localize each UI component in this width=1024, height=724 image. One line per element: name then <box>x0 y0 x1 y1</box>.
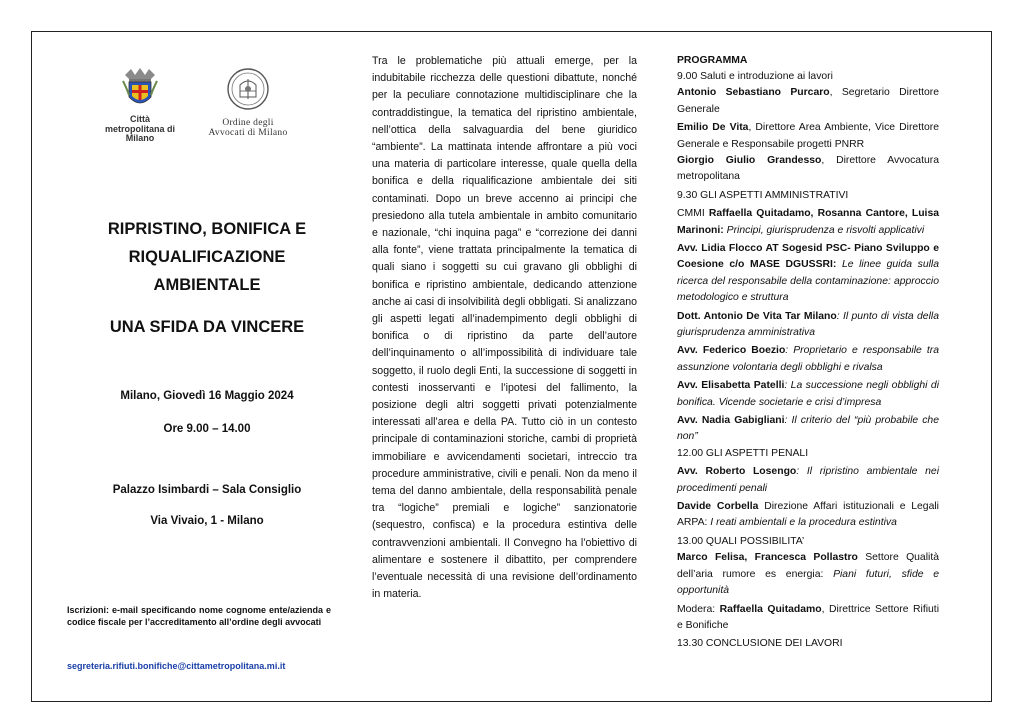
program-talk: Avv. Federico Boezio: Proprietario e responsabile tra assunzione volontaria degli obblighi e rivalsa <box>677 345 939 373</box>
program-speaker: Giorgio Giulio Grandesso, Direttore Avvocatura metropolitana <box>677 154 939 182</box>
registration-email-link[interactable]: segreteria.rifiuti.bonifiche@cittametropolitana.mi.it <box>67 661 286 671</box>
program <box>677 53 939 653</box>
title-line-1: RIPRISTINO, BONIFICA E <box>107 220 307 238</box>
program-moderator: Modera: Raffaella Quitadamo, Direttrice Settore Rifiuti e Bonifiche <box>677 603 939 631</box>
program-talk: Avv. Nadia Gabigliani: Il criterio del “più probabile che non” <box>677 415 939 443</box>
program-speaker: Antonio Sebastiano Purcaro, Segretario Direttore Generale <box>677 87 939 115</box>
ordine-avvocati-seal-icon <box>226 67 270 111</box>
citta-metropolitana-logo <box>105 67 175 157</box>
program-talk: Davide Corbella Direzione Affari istituzionali e Legali ARPA: I reati ambientali e la procedura estintiva <box>677 501 939 529</box>
citta-metropolitana-crest-icon <box>121 67 159 113</box>
title-line-2: RIQUALIFICAZIONE <box>128 248 286 266</box>
intro-paragraph: Tra le problematiche più attuali emerge, per la indubitabile ricchezza delle questioni dibattute, nonché per la peculiare connotazione multidisciplinare che la contraddistingue, la tematica del ripristino ambientale, nell’ottica della salvaguardia del bene giuridico “ambiente”. La mattinata intende affrontare a più voci una materia di particolare interesse, quale quella della bonifica e della riqualificazione ambientale dei siti contaminati. Dopo un breve accenno ai principi che presiedono alla tutela ambientale in ambito comunitario e nazionale, “chi inquina paga” e “correzione dei danni alla fonte”, viene trattata principalmente la tematica di quali siano i soggetti su cui gravano gli obblighi di bonifica e ripristino ambientale, dedicando attenzione anche ai casi di insolvibilità degli obbligati. Si analizzano gli aspetti legati all’inadempimento degli obblighi di bonifica o di ripristino da parte dell’autore dell’inquinamento o all’impossibilità di individuare tale soggetto, il ruolo degli Enti, la successione di soggetti in contesti inosservanti e l’ipotesi del fallimento, la posizione degli altri soggetti privati potenzialmente interessati all’area e della PA. Tutto ciò in un contesto principale di contaminazioni storiche, cambi di proprietà immobiliare e avvicendamenti societari, intreccio tra procedure amministrative, civili e penali. Non da meno il tema del danno ambientale, della responsabilità penale tra “logiche” premiali e logiche” sanzionatorie (sequestro, confisca) e la procedura estintiva delle contravvenzioni ambientali. Il Convegno ha l’obiettivo di alimentare e sostenere il dibattito, per comprendere l’eventuale necessità di una revisione dell’ordinamento in materia. <box>372 55 637 601</box>
event-subtitle: UNA SFIDA DA VINCERE <box>109 318 305 336</box>
ordine-avvocati-logo <box>183 67 313 157</box>
program-speaker: Emilio De Vita, Direttore Area Ambiente, Vice Direttore Generale e Responsabile progetti PNRR <box>677 122 939 150</box>
ordine-avvocati-name-line1: Ordine degli <box>222 118 274 128</box>
program-section-admin: 9.30 GLI ASPETTI AMMINISTRATIVI <box>677 189 849 201</box>
program-talk: Dott. Antonio De Vita Tar Milano: Il punto di vista della giurisprudenza amministrativa <box>677 310 939 338</box>
event-date: Milano, Giovedì 16 Maggio 2024 <box>120 390 294 402</box>
event-address: Via Vivaio, 1 - Milano <box>150 515 264 527</box>
program-closing: 13.30 CONCLUSIONE DEI LAVORI <box>677 638 843 650</box>
logos <box>105 67 315 157</box>
event-hours: Ore 9.00 – 14.00 <box>163 423 251 435</box>
ordine-avvocati-name-line2: Avvocati di Milano <box>208 128 288 138</box>
program-opening: 9.00 Saluti e introduzione ai lavori <box>677 71 833 83</box>
program-heading: PROGRAMMA <box>677 55 748 66</box>
program-section-possibilities: 13.00 QUALI POSSIBILITA’ <box>677 536 805 548</box>
title-line-3: AMBIENTALE <box>153 276 261 294</box>
program-section-penal: 12.00 GLI ASPETTI PENALI <box>677 447 809 459</box>
ordine-avvocati-name <box>183 118 313 138</box>
event-venue: Palazzo Isimbardi – Sala Consiglio <box>112 484 302 496</box>
program-talk: CMMI Raffaella Quitadamo, Rosanna Cantore, Luisa Marinoni: Principi, giurisprudenza e risvolti applicativi <box>677 208 939 236</box>
program-talk: Avv. Roberto Losengo: Il ripristino ambientale nei procedimenti penali <box>677 466 940 494</box>
program-talk: Avv. Elisabetta Patelli: La successione negli obblighi di bonifica. Vicende societarie e crisi d’impresa <box>677 380 940 408</box>
event-title <box>62 215 352 299</box>
program-talk: Avv. Lidia Flocco AT Sogesid PSC- Piano Sviluppo e Coesione c/o MASE DGUSSRI: Le linee guida sulla ricerca del responsabile della contaminazione: approccio metodologico e struttura <box>677 243 939 303</box>
registration-info: Iscrizioni: e-mail specificando nome cognome ente/azienda e codice fiscale per l’accreditamento all’ordine degli avvocati <box>67 605 331 627</box>
citta-metropolitana-name: Città metropolitana di Milano <box>105 114 176 143</box>
program-talk: Marco Felisa, Francesca Pollastro Settore Qualità dell’aria rumore es energia: Piani futuri, sfide e opportunità <box>677 552 939 596</box>
